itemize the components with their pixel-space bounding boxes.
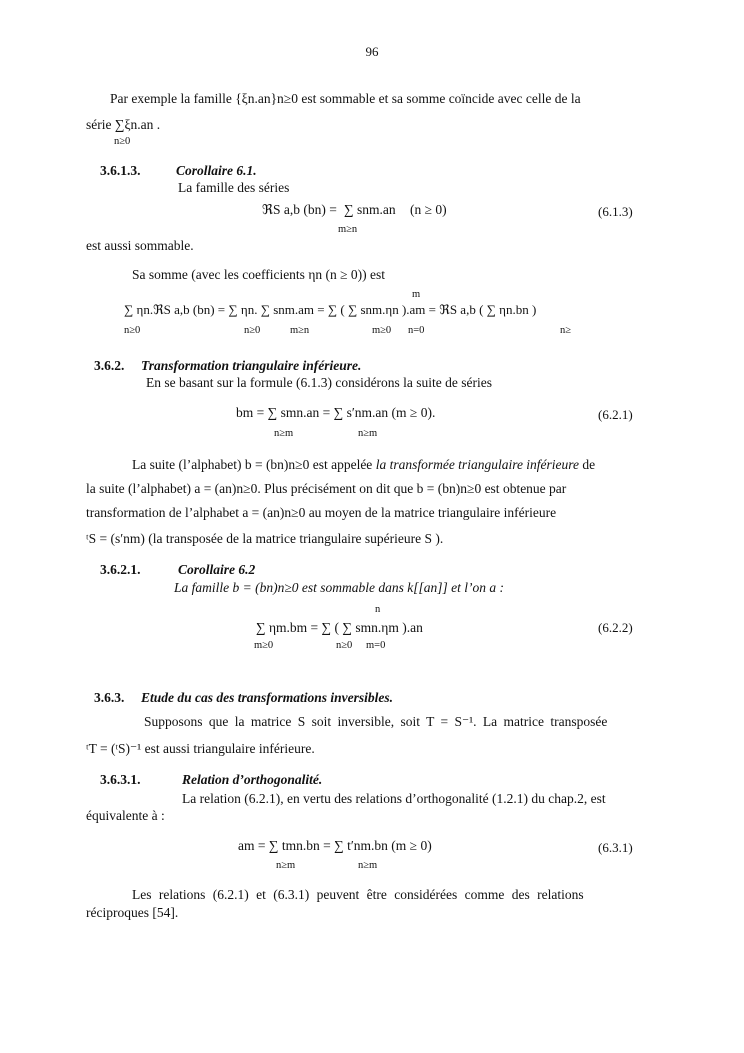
equation-rhs: ∑ snm.an — [344, 202, 396, 217]
big-equation-index: n=0 — [408, 325, 425, 336]
equation-top: n — [375, 604, 381, 615]
equation-index: m≥n — [338, 224, 358, 235]
equation-number: (6.2.2) — [598, 620, 633, 635]
equation: am = ∑ tmn.bn = ∑ t′nm.bn (m ≥ 0) — [238, 838, 432, 853]
intro-text: Par exemple la famille — [110, 91, 232, 106]
section-title: Corollaire 6.2 — [178, 562, 256, 577]
family-formula: {ξn.an}n≥0 — [235, 91, 298, 106]
equation-condition: (n ≥ 0) — [410, 202, 447, 217]
section-number: 3.6.3. — [94, 690, 125, 705]
section-title: Transformation triangulaire inférieure. — [141, 358, 362, 373]
paragraph-text: est aussi sommable. — [86, 238, 194, 253]
paragraph-line: ᵗT = (ᵗS)⁻¹ est aussi triangulaire inférieure. — [86, 741, 315, 756]
section-lead: La famille des séries — [178, 180, 290, 195]
paragraph-text: La suite (l’alphabet) b = (bn)n≥0 est appelée — [132, 457, 373, 472]
closing-paragraph: réciproques [54]. — [86, 905, 179, 920]
big-equation-top: m — [412, 289, 421, 300]
equation-index: n≥m — [358, 428, 378, 439]
equation-lhs: ℜS a,b (bn) = — [262, 202, 337, 217]
section-title: Corollaire 6.1. — [176, 163, 257, 178]
intro-paragraph-line2: série ∑ξn.an . — [86, 117, 161, 132]
big-equation-index: n≥0 — [124, 325, 141, 336]
equation-index: m≥0 — [254, 640, 274, 651]
big-equation: ∑ ηn.ℜS a,b (bn) = ∑ ηn. ∑ snm.am = ∑ ( ∑ snm.ηn ).am = ℜS a,b ( ∑ ηn.bn ) — [124, 302, 537, 317]
equation-index: n≥m — [276, 860, 296, 871]
closing-paragraph: Les relations (6.2.1) et (6.3.1) peuvent être considérées comme des relations — [132, 887, 584, 902]
corollary-statement: La famille b = (bn)n≥0 est sommable dans k[[an]] et l’on a : — [174, 580, 504, 595]
equation: ∑ ηm.bm = ∑ ( ∑ smn.ηm ).an — [256, 620, 423, 635]
paragraph-line: transformation de l’alphabet a = (an)n≥0 au moyen de la matrice triangulaire inférieure — [86, 505, 557, 520]
big-equation-index: m≥0 — [372, 325, 392, 336]
paragraph-line: ᵗS = (s′nm) (la transposée de la matrice triangulaire supérieure S ). — [86, 531, 444, 546]
equation-number: (6.2.1) — [598, 407, 633, 422]
equation-index: n≥m — [274, 428, 294, 439]
paragraph-line: équivalente à : — [86, 808, 165, 823]
section-lead: En se basant sur la formule (6.1.3) considérons la suite de séries — [146, 375, 493, 390]
paragraph-line: La relation (6.2.1), en vertu des relations d’orthogonalité (1.2.1) du chap.2, est — [182, 791, 606, 806]
equation-number: (6.3.1) — [598, 840, 633, 855]
big-equation-index: n≥0 — [244, 325, 261, 336]
sum-lead — [132, 267, 385, 283]
equation-index: n≥0 — [336, 640, 353, 651]
intro-text: est sommable et sa somme coïncide avec celle de la — [301, 91, 581, 106]
equation-number: (6.1.3) — [598, 204, 633, 219]
intro-paragraph — [86, 88, 658, 110]
equation-index: m=0 — [366, 640, 386, 651]
section-title: Relation d’orthogonalité. — [182, 772, 323, 787]
paragraph-line: Supposons que la matrice S soit inversible, soit T = S⁻¹. La matrice transposée — [144, 714, 608, 729]
sum-coefficient: ηn (n ≥ 0) — [308, 267, 363, 282]
paragraph-line: la suite (l’alphabet) a = (an)n≥0. Plus précisément on dit que b = (bn)n≥0 est obtenue par — [86, 481, 567, 496]
section-number: 3.6.3.1. — [100, 772, 141, 787]
equation-index: n≥m — [358, 860, 378, 871]
equation: bm = ∑ smn.an = ∑ s′nm.an (m ≥ 0). — [236, 405, 436, 420]
big-equation-index: n≥ — [560, 325, 572, 336]
page-number: 96 — [365, 44, 379, 59]
sum-lead-text: Sa somme (avec les coefficients — [132, 267, 305, 282]
big-equation-index: m≥n — [290, 325, 310, 336]
sum-lead-end: ) est — [362, 267, 386, 282]
section-number: 3.6.2. — [94, 358, 125, 373]
paragraph-line — [86, 454, 658, 476]
section-title: Etude du cas des transformations inversibles. — [141, 690, 394, 705]
paragraph-text: de — [582, 457, 596, 472]
section-number: 3.6.2.1. — [100, 562, 141, 577]
intro-text: série — [86, 117, 112, 132]
series-formula: ∑ξn.an — [114, 117, 154, 132]
series-index: n≥0 — [114, 136, 131, 147]
paragraph-italic: la transformée triangulaire inférieure — [375, 457, 580, 472]
section-number: 3.6.1.3. — [100, 163, 141, 178]
